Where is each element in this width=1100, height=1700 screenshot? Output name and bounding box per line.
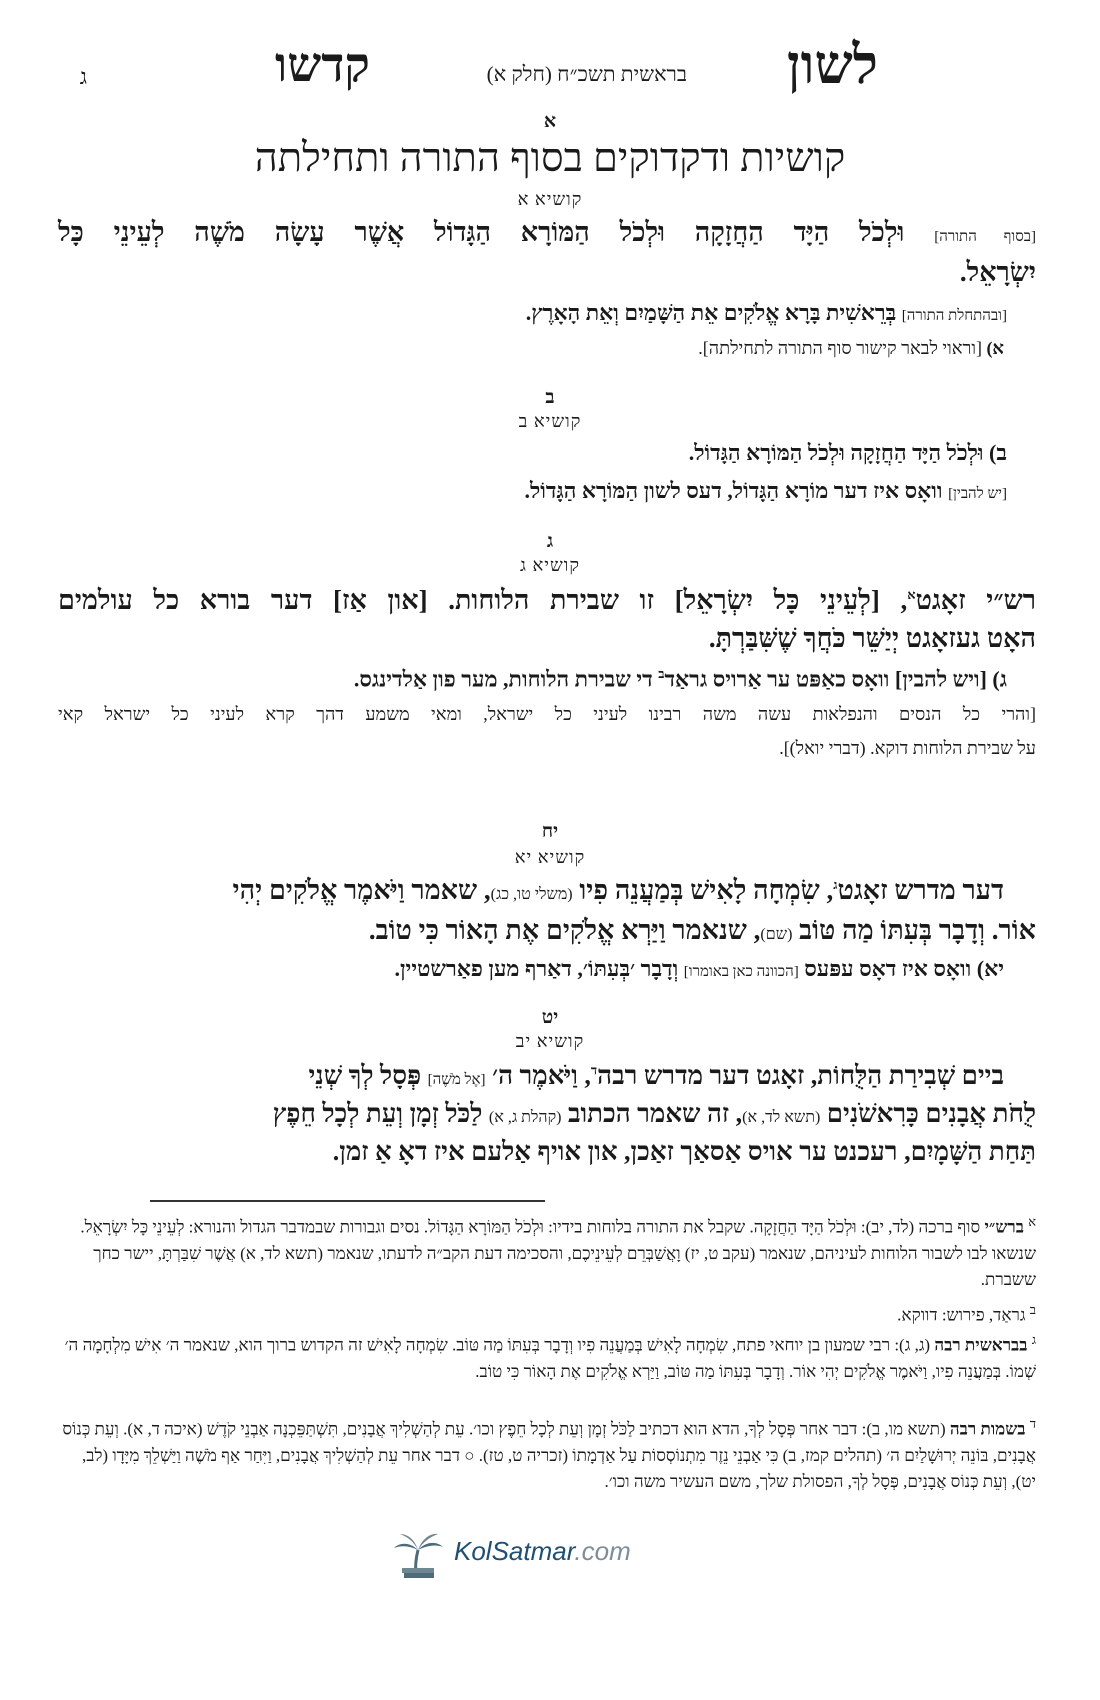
text-line [58,1098,1036,1129]
kushya-heading: קושיא א [517,189,583,209]
logo-domain: .com [574,1536,631,1566]
footnote-text: (תשא מו, ב): דבר אחר פְּסָל לְךָ, הדא הוא דכתיב לַכֹּל זְמָן וְעֵת לְכָל חֵפֶץ וכו׳. עֵת לְהַשְׁלִיךְ אֲבָנִים, תִּשְׁתַּפֵּכְנָה אַבְנֵי קֹדֶשׁ (איכה ד, א). וְעֵת כְּנוֹס אֲבָנִים, בּוֹנֵה יְרוּשָׁלַיִם ה׳ (תהלים קמז, ב) כִּי אַבְנֵי נֵזֶר מִתְנוֹסְסוֹת עַל אַדְמָתוֹ (זכריה ט, טז). ○ דבר אחר עֵת לְהַשְׁלִיךְ אֲבָנִים, וַיִּחַר אַף מֹשֶׁה וַיַּשְׁלֵךְ מִיָּדָו (לב, יט), וְעֵת כְּנוֹס אֲבָנִים, פְּסָל לְךָ, הפסולת שלך, משם העשיר משה וכו׳. [62,1419,1036,1492]
question-label: א) [986,338,1004,358]
source-ref: (שם) [760,926,793,943]
footnote-mark: ג [1031,1332,1036,1347]
footnote [58,1414,1036,1496]
section-letter: יט [541,1007,559,1028]
verse-text: יִשְׂרָאֵל. [959,257,1036,287]
text-line [58,256,1036,288]
source-ref: (משלי טו, כג) [490,886,573,903]
footnote-source: בבראשית רבה [934,1335,1028,1355]
question-text: [וראוי לבאר קישור סוף התורה לתחילתה]. [698,338,982,358]
footnote-mark: ד [1029,1416,1036,1431]
footnote-text: סוף ברכה (לד, יב): וּלְכֹל הַיָּד הַחֲזָקָה. שקבל את התורה בלוחות בידיו: וּלְכֹל הַמּוֹרָא הַגָּדוֹל. נסים וגבורות שבמדבר הגדול והנורא: לְעֵינֵי כָּל יִשְׂרָאֵל. שנשאו לבו לשבור הלוחות לעיניהם, שנאמר (עקב ט, יז) וָאֲשַׁבְּרֵם לְעֵינֵיכֶם, והסכימה דעת הקב״ה לדעתו, שנאמר (תשא לד, א) אֲשֶׁר שִׁבַּרְתָּ, יישר כחך ששברת. [80,1217,1036,1290]
bracket-note: [בסוף התורה] [934,229,1036,245]
text-line [58,300,1007,326]
logo-text [454,1536,631,1567]
question-text: וואָס איז דער מוֹרָא הַגָּדוֹל, דעס לשון הַמּוֹרָא הַגָּדוֹל. [524,478,943,503]
footnote [58,1212,1036,1294]
footnote-text: (ג, ג): רבי שמעון בן יוחאי פתח, שִׂמְחָה לָאִישׁ בְּמַעֲנֵה פִיו וְדָבָר בְּעִתּוֹ מַה טּוֹב. שִׂמְחָה לָאִישׁ זה הקדוש ברוך הוא, שנאמר ה׳ אִישׁ מִלְחָמָה ה׳ שְׁמוֹ. בְּמַעֲנֵה פִיו, וַיֹּאמֶר אֱלֹקִים יְהִי אוֹר. וְדָבָר בְּעִתּוֹ מַה טּוֹב, וַיַּרְא אֱלֹקִים אֶת הָאוֹר כִּי טוֹב. [64,1335,1036,1381]
text-part: , וַיֹּאמֶר ה׳ [492,1061,591,1090]
text-line [58,1136,1036,1167]
text-line [58,1060,1004,1091]
text-line [58,478,1007,504]
text-part: די שבירת הלוחות, מער פון אַלדינגס. [353,666,659,692]
text-part: פְּסָל לְךָ שְׁנֵי [308,1061,422,1090]
text-line [58,738,1036,760]
footnote-source: ברש״י [984,1217,1024,1237]
kushya-heading: קושיא יא [514,847,586,867]
text-part: , שנאמר וַיַּרְא אֱלֹקִים אֶת הָאוֹר כִּי טוֹב. [368,915,761,945]
text-line [58,874,1004,906]
kushya-heading: קושיא יב [515,1031,585,1051]
text-line [58,216,1036,248]
footnote-ref: ג [833,877,838,892]
section-letter: א [543,111,557,132]
text-part: לַכֹּל זְמָן וְעֵת לְכָל חֵפֶץ [272,1099,483,1128]
text-part: ג) [ויש להבין] וואָס כאַפּט ער אַרויס גראַד [664,666,1007,692]
header-subtitle: בראשית תשכ״ח (חלק א) [486,62,687,86]
text-part: רש״י זאָגט [915,585,1036,615]
footnote-text: גראַד, פירוש: דווקא. [897,1305,1026,1325]
text-part: דער מדרש זאָגט [837,875,1004,905]
bracket-note: [והרי כל הנסים והנפלאות עשה משה רבינו לעיני כל ישראל, ומאי משמע דהך קרא לעיני כל ישראל קאי [58,704,1036,724]
kolsatmar-logo [388,1528,748,1580]
kushya-heading: קושיא ב [518,411,582,431]
text-part: אוֹר. וְדָבָר בְּעִתּוֹ מַה טּוֹב [799,915,1036,945]
text-line [58,622,1036,654]
text-part: יא) וואָס איז דאָס עפּעס [804,956,1004,981]
text-line [58,956,1004,982]
bracket-note: [ובהתחלת התורה] [901,308,1007,324]
text-part: , [לְעֵינֵי כָּל יִשְׂרָאֵל] זו שבירת הלוחות. [און אַז] דער בורא כל עולמים [58,585,908,615]
section-letter: ב [545,387,555,408]
text-line [58,704,1036,726]
header-title-right: לשון [786,35,878,95]
text-line [58,584,1036,616]
text-line [58,338,1004,360]
bracket-note: [הכוונה כאן באומרו] [683,964,799,980]
text-line [58,914,1036,946]
source-ref: (תשא לד, א) [742,1109,821,1126]
text-part: , זה שאמר הכתוב [567,1099,743,1128]
text-part: וְדָבָר ׳בְּעִתּוֹ׳, דאַרף מען פאַרשטיין. [394,956,679,981]
footnote [58,1330,1036,1385]
bracket-note: [יש להבין] [948,486,1007,502]
bracket-note: [אֶל מֹשֶׁה] [427,1072,486,1088]
footnote-divider [150,1200,545,1202]
footnote-ref: ד [590,1062,598,1078]
verse-text: וּלְכֹל הַיָּד הַחֲזָקָה וּלְכֹל הַמּוֹרָא הַגָּדוֹל אֲשֶׁר עָשָׂה מֹשֶׁה לְעֵינֵי כָּל [58,217,905,247]
footnote-source: בשמות רבה [949,1419,1026,1439]
footnote-mark: ב [1029,1302,1036,1317]
text-part: , שִׂמְחָה לָאִישׁ בְּמַעֲנֵה פִיו [579,875,834,905]
palm-tree-books-icon [388,1528,448,1580]
footnote-ref: א [907,587,916,602]
text-part: , שאמר וַיֹּאמֶר אֱלֹקִים יְהִי [232,875,491,905]
logo-name: KolSatmar [454,1536,575,1566]
page-title: קושיות ודקדוקים בסוף התורה ותחילתה [254,135,846,180]
footnote-mark: א [1028,1214,1036,1229]
header-title-left: קדשו [274,39,370,92]
text-part: ביים שְׁבִירַת הַלֻּחוֹת, זאָגט דער מדרש רבה [597,1061,1004,1090]
bracket-note: על שבירת הלוחות דוקא. (דברי יואל)]. [779,738,1036,758]
source-ref: (קהלת ג, א) [488,1109,562,1126]
section-letter: יח [541,821,559,842]
page-number: ג [79,64,87,89]
footnote-ref: ב [658,666,665,681]
footnote [58,1300,1036,1329]
section-letter: ג [546,531,554,552]
text-line [58,440,1007,466]
text-part: תַּחַת הַשָּׁמָיִם, רעכנט ער אויס אַסאַך זאַכן, און אויף אַלעם איז דאָ אַ זמן. [332,1137,1036,1166]
verse-text: בְּרֵאשִׁית בָּרָא אֱלֹקִים אֵת הַשָּׁמַיִם וְאֵת הָאָרֶץ. [525,300,897,325]
verse-text: ב) וּלְכֹל הַיָּד הַחֲזָקָה וּלְכֹל הַמּוֹרָא הַגָּדוֹל. [688,440,1007,465]
text-part: לֻחֹת אֲבָנִים כָּרִאשֹׁנִים [826,1099,1036,1128]
text-line [58,666,1007,693]
kushya-heading: קושיא ג [520,555,580,575]
text-part: האָט געזאָגט יְיַשֵּׁר כֹּחֲךָ שֶׁשִּׁבַּרְתָּ. [708,623,1036,653]
